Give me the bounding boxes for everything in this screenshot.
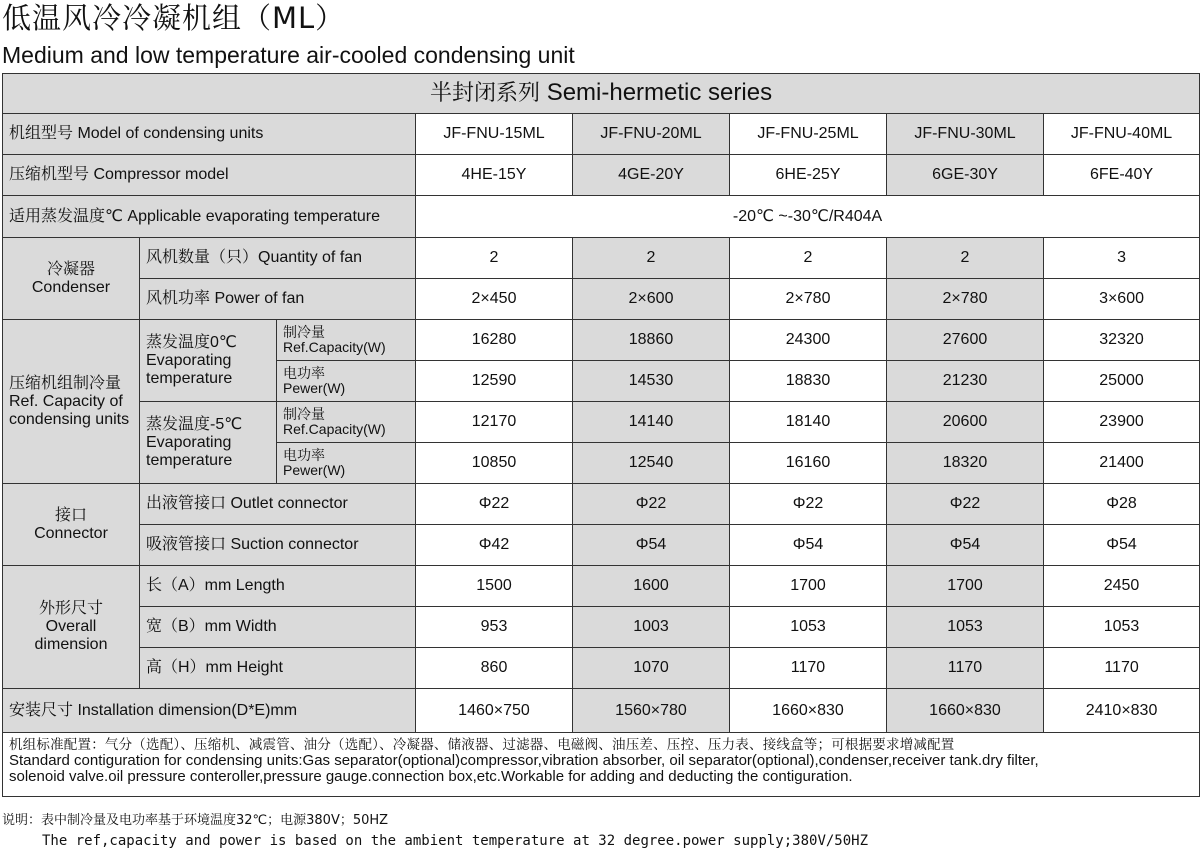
row-label-fan-power: 风机功率 Power of fan: [140, 279, 416, 320]
capacity-label: [277, 402, 416, 443]
capacity-cell: 23900: [1044, 402, 1200, 443]
power-label-en: Pewer(W): [283, 462, 346, 478]
power-label-en: Pewer(W): [283, 380, 346, 396]
table-row-fan-qty: [3, 238, 1200, 279]
fan-power-cell: 2×450: [416, 279, 573, 320]
capacity-cell: 32320: [1044, 320, 1200, 361]
notes-line-en-1: Standard contiguration for condensing units:Gas separator(optional)compressor,vibration absorber, oil separator(optional),condenser,receiver tank.dry filter,: [9, 752, 1039, 769]
suction-cell: Φ54: [730, 525, 887, 566]
fan-power-cell: 2×600: [573, 279, 730, 320]
power-label-cn: 电功率: [283, 365, 325, 381]
evap-temp-5-cn: 蒸发温度-5℃: [146, 415, 243, 433]
spec-table: [2, 73, 1200, 797]
power-cell: 16160: [730, 443, 887, 484]
footnote-cn: 说明：表中制冷量及电功率基于环境温度32℃；电源380V；50HZ: [2, 813, 389, 828]
capacity-cell: 18140: [730, 402, 887, 443]
width-cell: 1053: [887, 607, 1044, 648]
fan-power-cell: 2×780: [887, 279, 1044, 320]
table-row-model: [3, 114, 1200, 155]
power-cell: 25000: [1044, 361, 1200, 402]
fan-qty-cell: 2: [887, 238, 1044, 279]
capacity-cell: 24300: [730, 320, 887, 361]
table-row-height: [3, 648, 1200, 689]
height-cell: 1070: [573, 648, 730, 689]
capacity-cell: 18860: [573, 320, 730, 361]
power-cell: 18320: [887, 443, 1044, 484]
row-label-suction: 吸液管接口 Suction connector: [140, 525, 416, 566]
power-cell: 14530: [573, 361, 730, 402]
capacity-label: [277, 320, 416, 361]
width-cell: 1053: [730, 607, 887, 648]
capacity-cell: 12170: [416, 402, 573, 443]
group-label-condenser: [3, 238, 140, 320]
height-cell: 860: [416, 648, 573, 689]
capacity-cell: 14140: [573, 402, 730, 443]
power-label-cn: 电功率: [283, 447, 325, 463]
fan-qty-cell: 2: [730, 238, 887, 279]
power-label: [277, 443, 416, 484]
length-cell: 1500: [416, 566, 573, 607]
standard-configuration-notes: [3, 733, 1200, 797]
height-cell: 1170: [887, 648, 1044, 689]
outlet-cell: Φ22: [887, 484, 1044, 525]
footnote-en: The ref,capacity and power is based on the ambient temperature at 32 degree.power supply;380V/50HZ: [42, 833, 869, 849]
table-row-notes: [3, 733, 1200, 797]
fan-power-cell: 3×600: [1044, 279, 1200, 320]
capacity-label-cn: 制冷量: [283, 324, 325, 340]
install-cell: 1660×830: [730, 689, 887, 733]
row-label-evap-temp: 适用蒸发温度℃ Applicable evaporating temperature: [3, 196, 416, 238]
install-cell: 1460×750: [416, 689, 573, 733]
power-cell: 18830: [730, 361, 887, 402]
width-cell: 1053: [1044, 607, 1200, 648]
length-cell: 1700: [730, 566, 887, 607]
evap-temp-value: -20℃ ~-30℃/R404A: [416, 196, 1200, 238]
model-cell: JF-FNU-40ML: [1044, 114, 1200, 155]
condenser-cn: 冷凝器: [46, 260, 95, 278]
table-row-compressor: [3, 155, 1200, 196]
table-row-length: [3, 566, 1200, 607]
suction-cell: Φ42: [416, 525, 573, 566]
table-row-width: [3, 607, 1200, 648]
capacity-cell: 27600: [887, 320, 1044, 361]
row-label-height: 高（H）mm Height: [140, 648, 416, 689]
group-label-dimension: [3, 566, 140, 689]
evap-temp-5-en: Evaporating temperature: [146, 433, 233, 469]
width-cell: 953: [416, 607, 573, 648]
evap-temp-0-en: Evaporating temperature: [146, 351, 233, 387]
row-label-outlet: 出液管接口 Outlet connector: [140, 484, 416, 525]
evap-temp-0-cn: 蒸发温度0℃: [146, 333, 237, 351]
notes-line-en-2: solenoid valve.oil pressure conteroller,pressure gauge.connection box,etc.Workable for adding and deducting the contiguration.: [9, 768, 853, 785]
evap-temp-5-label: [140, 402, 277, 484]
table-row-fan-power: [3, 279, 1200, 320]
table-row-suction: [3, 525, 1200, 566]
capacity-cell: 20600: [887, 402, 1044, 443]
capacity-cell: 16280: [416, 320, 573, 361]
model-cell: JF-FNU-30ML: [887, 114, 1044, 155]
fan-qty-cell: 3: [1044, 238, 1200, 279]
length-cell: 1600: [573, 566, 730, 607]
table-row-capacity-5: [3, 402, 1200, 443]
model-cell: JF-FNU-20ML: [573, 114, 730, 155]
group-label-capacity: [3, 320, 140, 484]
evap-temp-0-label: [140, 320, 277, 402]
suction-cell: Φ54: [887, 525, 1044, 566]
model-cell: JF-FNU-25ML: [730, 114, 887, 155]
outlet-cell: Φ28: [1044, 484, 1200, 525]
dimension-cn: 外形尺寸: [38, 600, 103, 617]
compressor-cell: 4GE-20Y: [573, 155, 730, 196]
fan-qty-cell: 2: [416, 238, 573, 279]
capacity-en: Ref. Capacity of condensing units: [9, 392, 130, 428]
connector-cn: 接口: [54, 506, 87, 524]
capacity-label-cn: 制冷量: [283, 406, 325, 422]
suction-cell: Φ54: [573, 525, 730, 566]
length-cell: 1700: [887, 566, 1044, 607]
install-cell: 1560×780: [573, 689, 730, 733]
connector-en: Connector: [34, 524, 108, 542]
width-cell: 1003: [573, 607, 730, 648]
outlet-cell: Φ22: [573, 484, 730, 525]
page-title-cn: 低温风冷冷凝机组（ML）: [2, 1, 346, 35]
group-label-connector: [3, 484, 140, 566]
table-row-capacity-0: [3, 320, 1200, 361]
series-header: [3, 74, 1200, 114]
install-cell: 2410×830: [1044, 689, 1200, 733]
install-cell: 1660×830: [887, 689, 1044, 733]
capacity-label-en: Ref.Capacity(W): [283, 339, 386, 355]
model-cell: JF-FNU-15ML: [416, 114, 573, 155]
row-label-install: 安装尺寸 Installation dimension(D*E)mm: [3, 689, 416, 733]
power-cell: 12590: [416, 361, 573, 402]
row-label-compressor: 压缩机型号 Compressor model: [3, 155, 416, 196]
table-row-evap-temp: [3, 196, 1200, 238]
compressor-cell: 6GE-30Y: [887, 155, 1044, 196]
compressor-cell: 4HE-15Y: [416, 155, 573, 196]
fan-power-cell: 2×780: [730, 279, 887, 320]
height-cell: 1170: [730, 648, 887, 689]
outlet-cell: Φ22: [730, 484, 887, 525]
table-row-outlet: [3, 484, 1200, 525]
suction-cell: Φ54: [1044, 525, 1200, 566]
height-cell: 1170: [1044, 648, 1200, 689]
row-label-fan-qty: 风机数量（只）Quantity of fan: [140, 238, 416, 279]
length-cell: 2450: [1044, 566, 1200, 607]
power-cell: 21230: [887, 361, 1044, 402]
series-label-cn: 半封闭系列: [430, 81, 541, 106]
fan-qty-cell: 2: [573, 238, 730, 279]
notes-line-cn: 机组标准配置：气分（选配）、压缩机、减震管、油分（选配）、冷凝器、储液器、过滤器、电磁阀、油压差、压控、压力表、接线盒等；可根据要求增减配置: [9, 737, 955, 753]
compressor-cell: 6HE-25Y: [730, 155, 887, 196]
outlet-cell: Φ22: [416, 484, 573, 525]
series-label-en: Semi-hermetic series: [546, 79, 773, 106]
dimension-en: Overall dimension: [34, 618, 108, 653]
power-label: [277, 361, 416, 402]
row-label-width: 宽（B）mm Width: [140, 607, 416, 648]
capacity-cn: 压缩机组制冷量: [9, 374, 122, 392]
power-cell: 10850: [416, 443, 573, 484]
page-title-en: Medium and low temperature air-cooled condensing unit: [2, 42, 575, 68]
series-row: [3, 74, 1200, 114]
capacity-label-en: Ref.Capacity(W): [283, 421, 386, 437]
condenser-en: Condenser: [31, 278, 111, 296]
power-cell: 12540: [573, 443, 730, 484]
row-label-model: 机组型号 Model of condensing units: [3, 114, 416, 155]
row-label-length: 长（A）mm Length: [140, 566, 416, 607]
power-cell: 21400: [1044, 443, 1200, 484]
compressor-cell: 6FE-40Y: [1044, 155, 1200, 196]
table-row-install: [3, 689, 1200, 733]
